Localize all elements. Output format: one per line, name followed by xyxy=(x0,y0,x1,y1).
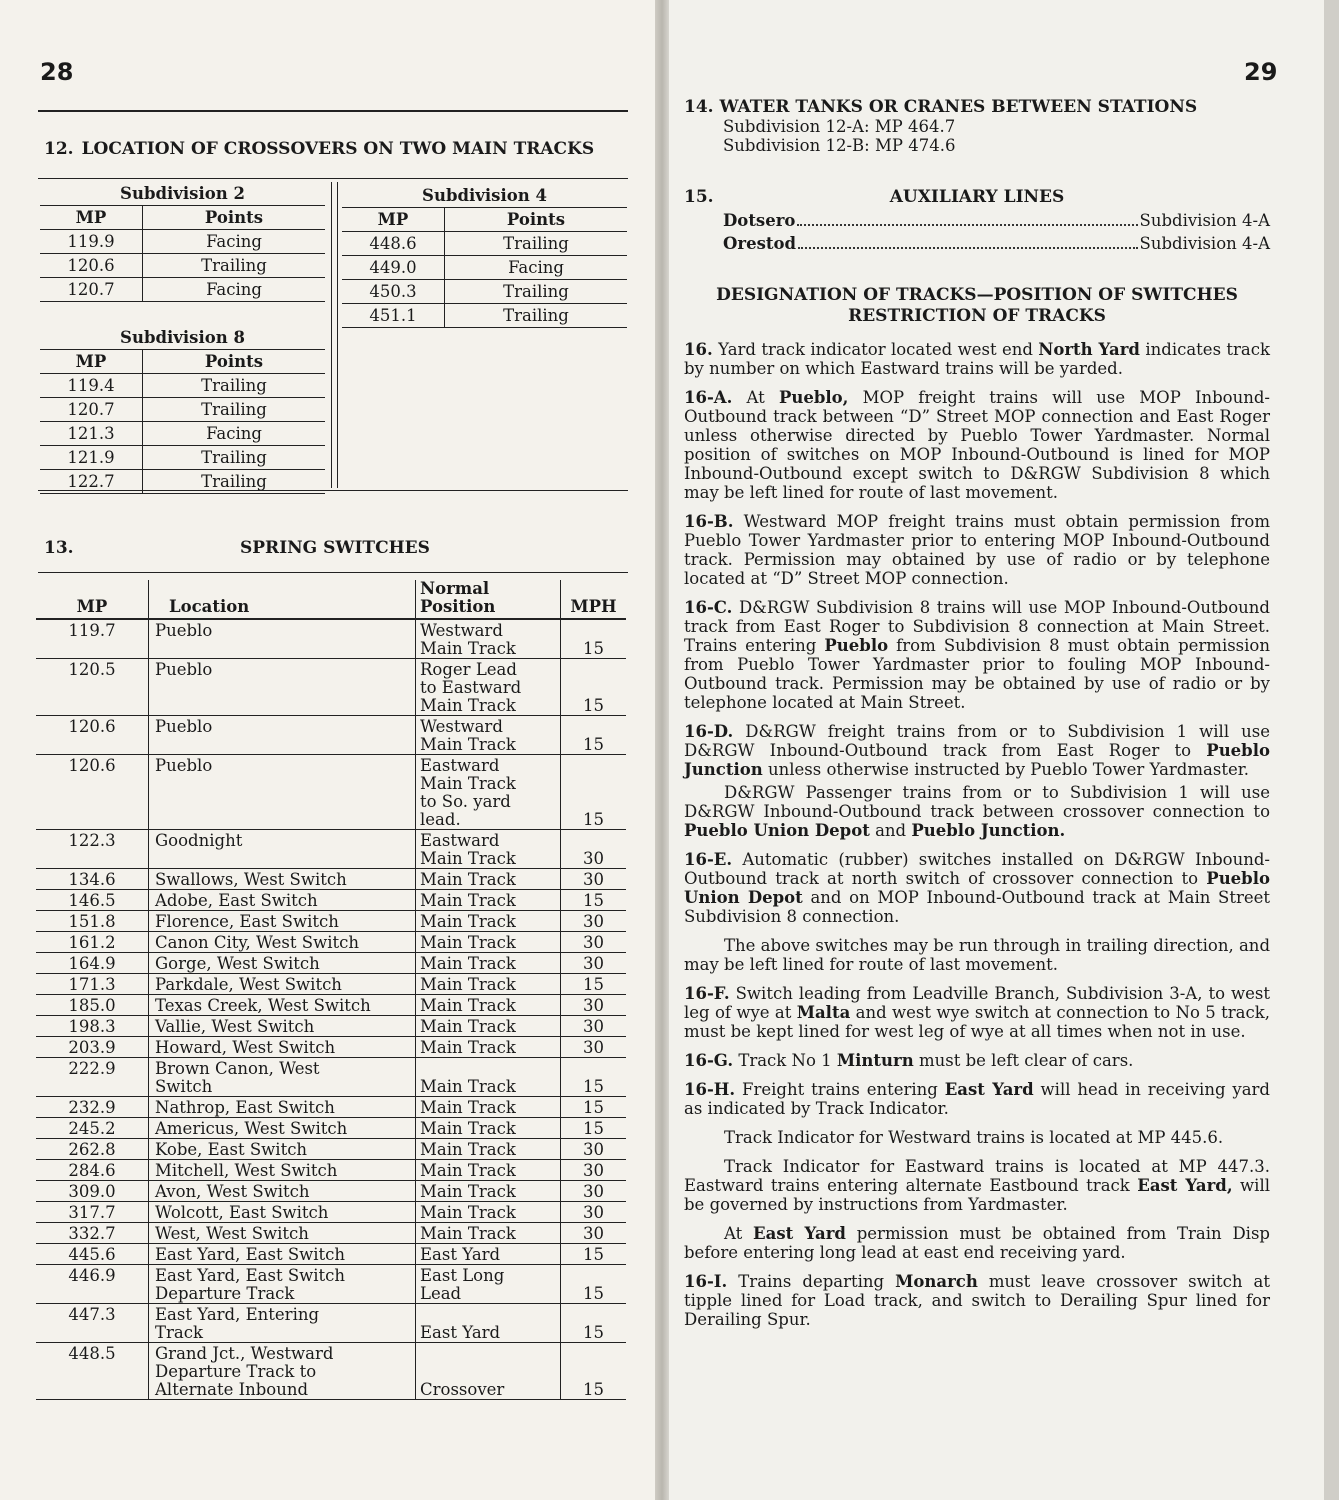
rule-text: from Subdivision 8 must obtain permission from Pueblo Tower Yardmaster prior to fouling MOP Inbound-Outbound track. Permission may be obtained by use of radio or by telephone located at Main Street. xyxy=(684,636,1270,712)
list-item xyxy=(684,232,1270,255)
mp-cell: 245.2 xyxy=(36,1118,149,1139)
location-cell: Pueblo xyxy=(149,619,416,659)
subdivision-8-table xyxy=(40,326,325,494)
points-cell: Trailing xyxy=(445,280,628,304)
normal-position-cell: Main Track xyxy=(416,974,561,995)
normal-position-cell: Main Track xyxy=(416,869,561,890)
mp-cell: 448.6 xyxy=(342,232,445,256)
points-cell: Trailing xyxy=(445,304,628,328)
table-row xyxy=(36,1118,626,1139)
page-number-right: 29 xyxy=(1244,58,1278,86)
mph-cell: 30 xyxy=(561,953,627,974)
list-item xyxy=(684,209,1270,232)
table-row xyxy=(36,1058,626,1097)
table-row xyxy=(36,911,626,932)
normal-position-cell: Main Track xyxy=(416,1037,561,1058)
rule-text: D&RGW Subdivision 8 trains will use MOP Inbound-Outbound track from East Roger to Subdivision 8 connection at Main Street. Trains entering xyxy=(684,598,1270,655)
table-row xyxy=(36,1343,626,1400)
col-location: Location xyxy=(149,580,416,619)
mp-cell: 317.7 xyxy=(36,1202,149,1223)
rule-bold: Pueblo Union Depot xyxy=(684,821,870,840)
normal-position-cell: Crossover xyxy=(416,1343,561,1400)
mp-cell: 121.3 xyxy=(40,422,143,446)
subdivision-4-table xyxy=(342,184,627,328)
location-cell: East Yard, Entering Track xyxy=(149,1304,416,1343)
location-cell: Kobe, East Switch xyxy=(149,1139,416,1160)
table-row xyxy=(36,890,626,911)
page-number-left: 28 xyxy=(40,58,74,86)
location-cell: Vallie, West Switch xyxy=(149,1016,416,1037)
table-row xyxy=(40,422,325,446)
normal-position-cell: Eastward Main Track xyxy=(416,830,561,869)
rule-label: 16-D. xyxy=(684,722,734,741)
table-row xyxy=(40,278,325,302)
rule-16 xyxy=(684,340,1270,378)
rule-16i xyxy=(684,1272,1270,1329)
normal-position-cell: Main Track xyxy=(416,911,561,932)
mp-cell: 120.5 xyxy=(36,659,149,716)
mp-cell: 203.9 xyxy=(36,1037,149,1058)
mph-cell: 30 xyxy=(561,1139,627,1160)
rule-text: Track Indicator for Eastward trains is located at MP 447.3. Eastward trains entering alternate Eastbound track xyxy=(684,1157,1270,1195)
section-title-text: LOCATION OF CROSSOVERS ON TWO MAIN TRACKS xyxy=(81,139,595,159)
mph-cell: 30 xyxy=(561,995,627,1016)
mp-cell: 146.5 xyxy=(36,890,149,911)
mph-cell: 30 xyxy=(561,869,627,890)
normal-position-cell: East Yard xyxy=(416,1244,561,1265)
rule-bold: Pueblo Junction. xyxy=(911,821,1066,840)
normal-position-cell: Main Track xyxy=(416,890,561,911)
mp-cell: 119.4 xyxy=(40,374,143,398)
mp-cell: 120.7 xyxy=(40,278,143,302)
mp-cell: 309.0 xyxy=(36,1181,149,1202)
mp-cell: 122.3 xyxy=(36,830,149,869)
location-cell: Brown Canon, West Switch xyxy=(149,1058,416,1097)
rule-16h-eastward xyxy=(684,1157,1270,1214)
designation-title-line: DESIGNATION OF TRACKS—POSITION OF SWITCHES xyxy=(716,285,1238,305)
designation-title-line: RESTRICTION OF TRACKS xyxy=(848,306,1106,326)
rule-text: Automatic (rubber) switches installed on D&RGW Inbound-Outbound track at north switch of crossover connection to xyxy=(684,850,1271,888)
rule-label: 16-H. xyxy=(684,1080,736,1099)
normal-position-cell: Westward Main Track xyxy=(416,716,561,755)
rule-label: 16-I. xyxy=(684,1272,728,1291)
table-row xyxy=(36,1304,626,1343)
aux-line-name: Orestod xyxy=(723,234,797,253)
table-row xyxy=(36,1223,626,1244)
table-row xyxy=(36,1097,626,1118)
page-edge xyxy=(1324,0,1339,1500)
table-row xyxy=(36,1037,626,1058)
mp-cell: 198.3 xyxy=(36,1016,149,1037)
mph-cell: 15 xyxy=(561,890,627,911)
mp-cell: 171.3 xyxy=(36,974,149,995)
mph-cell: 30 xyxy=(561,932,627,953)
normal-position-cell: East Long Lead xyxy=(416,1265,561,1304)
rule-text: Track No 1 xyxy=(738,1051,837,1070)
normal-position-cell: Main Track xyxy=(416,1160,561,1181)
location-cell: Parkdale, West Switch xyxy=(149,974,416,995)
mph-cell: 15 xyxy=(561,755,627,830)
col-mph: MPH xyxy=(561,580,627,619)
rules-column xyxy=(684,340,1270,1339)
points-cell: Facing xyxy=(143,230,326,254)
rule-label: 16-C. xyxy=(684,598,733,617)
water-tanks-section xyxy=(684,98,1197,155)
location-cell: East Yard, East Switch xyxy=(149,1244,416,1265)
auxiliary-lines-section xyxy=(684,186,1270,255)
normal-position-cell: Main Track xyxy=(416,1181,561,1202)
mp-cell: 332.7 xyxy=(36,1223,149,1244)
water-tank-line: Subdivision 12-B: MP 474.6 xyxy=(723,136,956,155)
mph-cell: 30 xyxy=(561,830,627,869)
rule-bold: North Yard xyxy=(1038,340,1140,359)
rule-text: Trains departing xyxy=(738,1272,896,1291)
location-cell: Avon, West Switch xyxy=(149,1181,416,1202)
table-row xyxy=(342,280,627,304)
location-cell: Pueblo xyxy=(149,716,416,755)
rule-label: 16-F. xyxy=(684,984,730,1003)
aux-line-name: Dotsero xyxy=(723,211,796,230)
location-cell: Gorge, West Switch xyxy=(149,953,416,974)
points-cell: Trailing xyxy=(143,374,326,398)
normal-position-cell: Main Track xyxy=(416,1223,561,1244)
mph-cell: 15 xyxy=(561,619,627,659)
normal-position-cell: Roger Lead to Eastward Main Track xyxy=(416,659,561,716)
mph-cell: 30 xyxy=(561,911,627,932)
leader-dots xyxy=(798,232,1137,249)
location-cell: Swallows, West Switch xyxy=(149,869,416,890)
normal-position-cell: Main Track xyxy=(416,995,561,1016)
normal-position-cell: Main Track xyxy=(416,932,561,953)
section-number: 15. xyxy=(684,187,714,207)
mp-cell: 232.9 xyxy=(36,1097,149,1118)
rule-bold: Malta xyxy=(796,1003,851,1022)
rule-16h-westward xyxy=(684,1128,1270,1147)
rule-bold: Pueblo, xyxy=(778,388,849,407)
section-number: 12. xyxy=(44,139,74,159)
rule-16g xyxy=(684,1051,1270,1070)
mph-cell: 30 xyxy=(561,1037,627,1058)
location-cell: East Yard, East Switch Departure Track xyxy=(149,1265,416,1304)
rule-text: Freight trains entering xyxy=(742,1080,945,1099)
table-row xyxy=(342,304,627,328)
crossovers-rule xyxy=(38,178,628,179)
water-tank-line: Subdivision 12-A: MP 464.7 xyxy=(723,117,956,136)
col-points: Points xyxy=(143,350,326,374)
mph-cell: 15 xyxy=(561,974,627,995)
rule-bold: Pueblo Union Depot xyxy=(684,869,1270,907)
table-row xyxy=(40,230,325,254)
table-row xyxy=(342,232,627,256)
mp-cell: 120.6 xyxy=(40,254,143,278)
rule-bold: Minturn xyxy=(836,1051,914,1070)
points-cell: Trailing xyxy=(143,446,326,470)
mp-cell: 134.6 xyxy=(36,869,149,890)
location-cell: Pueblo xyxy=(149,659,416,716)
rule-text: Yard track indicator located west end xyxy=(718,340,1039,359)
location-cell: West, West Switch xyxy=(149,1223,416,1244)
table-row xyxy=(36,659,626,716)
rule-text: Switch leading from Leadville Branch, Subdivision 3-A, to west leg of wye at xyxy=(684,984,1270,1022)
normal-position-cell: East Yard xyxy=(416,1304,561,1343)
table-row xyxy=(36,1160,626,1181)
col-points: Points xyxy=(143,206,326,230)
table-row xyxy=(36,1265,626,1304)
rule-label: 16. xyxy=(684,340,713,359)
table-row xyxy=(36,716,626,755)
table-row xyxy=(36,619,626,659)
location-cell: Texas Creek, West Switch xyxy=(149,995,416,1016)
mp-cell: 120.6 xyxy=(36,716,149,755)
table-row xyxy=(36,953,626,974)
location-cell: Mitchell, West Switch xyxy=(149,1160,416,1181)
rule-text: permission must be obtained from Train Disp before entering long lead at east end receiving yard. xyxy=(684,1224,1270,1262)
subdivision-8-name: Subdivision 8 xyxy=(40,326,325,350)
leader-dots xyxy=(797,209,1137,226)
spring-switches-title xyxy=(44,538,630,558)
table-row xyxy=(36,1016,626,1037)
location-cell: Goodnight xyxy=(149,830,416,869)
rule-bold: Pueblo xyxy=(824,636,889,655)
points-cell: Trailing xyxy=(143,398,326,422)
crossovers-title xyxy=(44,139,594,159)
normal-position-cell: Main Track xyxy=(416,1016,561,1037)
mph-cell: 15 xyxy=(561,659,627,716)
water-tanks-title: 14. WATER TANKS OR CRANES BETWEEN STATIONS xyxy=(684,97,1198,117)
points-cell: Trailing xyxy=(445,232,628,256)
mp-cell: 185.0 xyxy=(36,995,149,1016)
crossovers-bottom-rule xyxy=(38,490,628,491)
rule-16h xyxy=(684,1080,1270,1118)
col-mp: MP xyxy=(40,206,143,230)
book-spine xyxy=(655,0,669,1500)
rule-text: At xyxy=(746,388,779,407)
location-cell: Canon City, West Switch xyxy=(149,932,416,953)
normal-position-cell: Westward Main Track xyxy=(416,619,561,659)
points-cell: Trailing xyxy=(143,470,326,494)
col-mp: MP xyxy=(40,350,143,374)
subdivision-2-table xyxy=(40,182,325,302)
mph-cell: 15 xyxy=(561,1097,627,1118)
table-row xyxy=(40,398,325,422)
subdivision-2-name: Subdivision 2 xyxy=(40,182,325,206)
rule-16h-permission xyxy=(684,1224,1270,1262)
table-row xyxy=(36,974,626,995)
rule-bold: East Yard xyxy=(944,1080,1034,1099)
table-row xyxy=(36,869,626,890)
rule-16d xyxy=(684,722,1270,779)
mp-cell: 448.5 xyxy=(36,1343,149,1400)
table-row xyxy=(36,755,626,830)
rule-16c xyxy=(684,598,1270,712)
aux-line-subdivision: Subdivision 4-A xyxy=(1139,211,1270,230)
mp-cell: 284.6 xyxy=(36,1160,149,1181)
mph-cell: 30 xyxy=(561,1202,627,1223)
table-row xyxy=(40,446,325,470)
rule-text: The above switches may be run through in trailing direction, and may be left lined for route of last movement. xyxy=(684,936,1270,974)
rule-bold: Pueblo Junction xyxy=(684,741,1270,779)
rule-16a xyxy=(684,388,1270,502)
mp-cell: 262.8 xyxy=(36,1139,149,1160)
rule-text: MOP freight trains will use MOP Inbound-Outbound track between “D” Street MOP connection and East Roger unless otherwise directed by Pueblo Tower Yardmaster. Normal position of switches on MOP Inbound-Outbound is lined for MOP Inbound-Outbound except switch to D&RGW Subdivision 8 which may be left lined for route of last movement. xyxy=(684,388,1270,502)
aux-line-subdivision: Subdivision 4-A xyxy=(1139,234,1270,253)
rule-16e-note xyxy=(684,936,1270,974)
table-row xyxy=(36,1181,626,1202)
rule-text: Westward MOP freight trains must obtain permission from Pueblo Tower Yardmaster prior to entering MOP Inbound-Outbound track. Permission may obtained by use of radio or by telephone located at “D” Street MOP connection. xyxy=(684,512,1271,588)
rule-text: D&RGW freight trains from or to Subdivision 1 will use D&RGW Inbound-Outbound track from East Roger to xyxy=(684,722,1270,760)
mph-cell: 15 xyxy=(561,716,627,755)
table-row xyxy=(36,932,626,953)
mph-cell: 30 xyxy=(561,1160,627,1181)
location-cell: Americus, West Switch xyxy=(149,1118,416,1139)
rule-text: will be governed by instructions from Yardmaster. xyxy=(684,1176,1271,1214)
normal-position-cell: Eastward Main Track to So. yard lead. xyxy=(416,755,561,830)
col-mp: MP xyxy=(342,208,445,232)
table-row xyxy=(40,254,325,278)
top-rule xyxy=(38,110,628,112)
rule-16f xyxy=(684,984,1270,1041)
points-cell: Facing xyxy=(143,422,326,446)
rule-bold: East Yard, xyxy=(1137,1176,1233,1195)
table-row xyxy=(342,256,627,280)
rule-text: will head in receiving yard as indicated by Track Indicator. xyxy=(684,1080,1270,1118)
location-cell: Pueblo xyxy=(149,755,416,830)
mph-cell: 30 xyxy=(561,1016,627,1037)
mp-cell: 161.2 xyxy=(36,932,149,953)
subdivision-4-name: Subdivision 4 xyxy=(342,184,627,208)
mph-cell: 15 xyxy=(561,1058,627,1097)
mph-cell: 15 xyxy=(561,1244,627,1265)
rule-16b xyxy=(684,512,1270,588)
mp-cell: 120.7 xyxy=(40,398,143,422)
rule-label: 16-E. xyxy=(684,850,733,869)
rule-bold: Monarch xyxy=(895,1272,978,1291)
mp-cell: 445.6 xyxy=(36,1244,149,1265)
normal-position-cell: Main Track xyxy=(416,1097,561,1118)
location-cell: Howard, West Switch xyxy=(149,1037,416,1058)
points-cell: Trailing xyxy=(143,254,326,278)
normal-position-cell: Main Track xyxy=(416,1058,561,1097)
section-number: 13. xyxy=(44,538,74,558)
normal-position-cell: Main Track xyxy=(416,1202,561,1223)
mp-cell: 451.1 xyxy=(342,304,445,328)
table-row xyxy=(36,1202,626,1223)
mph-cell: 30 xyxy=(561,1181,627,1202)
rule-text: At xyxy=(724,1224,754,1243)
rule-text: must be left clear of cars. xyxy=(913,1051,1134,1070)
location-cell: Florence, East Switch xyxy=(149,911,416,932)
spring-switches-table xyxy=(36,580,626,1400)
rule-text: indicates track by number on which Eastward trains will be yarded. xyxy=(684,340,1271,378)
rule-text: must leave crossover switch at tipple lined for Load track, and switch to Derailing Spur lined for Derailing Spur. xyxy=(684,1272,1270,1329)
table-row xyxy=(36,1139,626,1160)
mp-cell: 119.9 xyxy=(40,230,143,254)
col-mp: MP xyxy=(36,580,149,619)
rule-text: unless otherwise instructed by Pueblo Tower Yardmaster. xyxy=(762,760,1250,779)
rule-label: 16-A. xyxy=(684,388,733,407)
col-normal-position: Normal Position xyxy=(416,580,561,619)
rule-16e xyxy=(684,850,1270,926)
mp-cell: 122.7 xyxy=(40,470,143,494)
mp-cell: 449.0 xyxy=(342,256,445,280)
rule-bold: East Yard xyxy=(753,1224,846,1243)
mp-cell: 164.9 xyxy=(36,953,149,974)
location-cell: Adobe, East Switch xyxy=(149,890,416,911)
col-points: Points xyxy=(445,208,628,232)
mph-cell: 15 xyxy=(561,1265,627,1304)
table-row xyxy=(36,1244,626,1265)
points-cell: Facing xyxy=(445,256,628,280)
normal-position-cell: Main Track xyxy=(416,1118,561,1139)
mph-cell: 15 xyxy=(561,1118,627,1139)
mp-cell: 446.9 xyxy=(36,1265,149,1304)
rule-label: 16-G. xyxy=(684,1051,734,1070)
section-title-text: SPRING SWITCHES xyxy=(240,538,430,558)
normal-position-cell: Main Track xyxy=(416,953,561,974)
table-row xyxy=(36,830,626,869)
rule-text: Track Indicator for Westward trains is located at MP 445.6. xyxy=(724,1128,1224,1147)
mph-cell: 15 xyxy=(561,1343,627,1400)
rule-text: and on MOP Inbound-Outbound track at Main Street Subdivision 8 connection. xyxy=(684,888,1270,926)
designation-title xyxy=(684,285,1270,327)
mph-cell: 15 xyxy=(561,1304,627,1343)
spring-top-rule xyxy=(38,572,628,573)
rule-16d-passenger xyxy=(684,783,1270,840)
rule-text: and xyxy=(869,821,912,840)
auxiliary-lines-title: AUXILIARY LINES xyxy=(889,187,1065,207)
mp-cell: 450.3 xyxy=(342,280,445,304)
table-divider xyxy=(331,182,338,488)
rule-label: 16-B. xyxy=(684,512,734,531)
location-cell: Wolcott, East Switch xyxy=(149,1202,416,1223)
mp-cell: 121.9 xyxy=(40,446,143,470)
table-row xyxy=(36,995,626,1016)
rule-text: D&RGW Passenger trains from or to Subdivision 1 will use D&RGW Inbound-Outbound track between crossover connection to xyxy=(684,783,1270,821)
location-cell: Grand Jct., Westward Departure Track to Alternate Inbound xyxy=(149,1343,416,1400)
mp-cell: 119.7 xyxy=(36,619,149,659)
mp-cell: 447.3 xyxy=(36,1304,149,1343)
mph-cell: 30 xyxy=(561,1223,627,1244)
mp-cell: 222.9 xyxy=(36,1058,149,1097)
rule-text: and west wye switch at connection to No 5 track, must be kept lined for west leg of wye at all times when not in use. xyxy=(684,1003,1270,1041)
mp-cell: 120.6 xyxy=(36,755,149,830)
location-cell: Nathrop, East Switch xyxy=(149,1097,416,1118)
points-cell: Facing xyxy=(143,278,326,302)
table-row xyxy=(40,374,325,398)
normal-position-cell: Main Track xyxy=(416,1139,561,1160)
mp-cell: 151.8 xyxy=(36,911,149,932)
